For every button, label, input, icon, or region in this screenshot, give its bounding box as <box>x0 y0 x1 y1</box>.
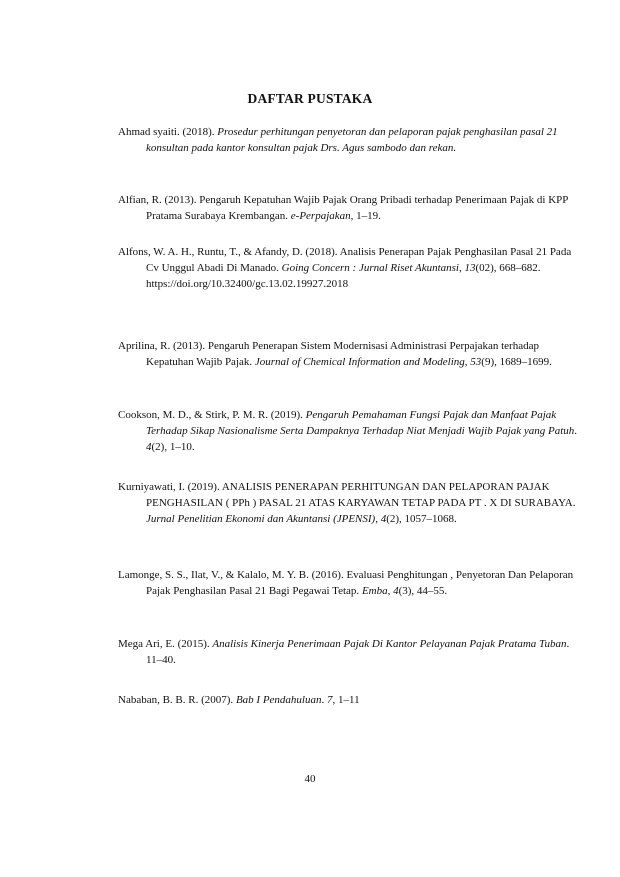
reference-entry: Ahmad syaiti. (2018). Prosedur perhitungan penyetoran dan pelaporan pajak penghasilan pasal 21 konsultan pada kantor konsultan pajak Drs. Agus sambodo dan rekan. <box>118 126 558 154</box>
reference-entry: Kurniyawati, I. (2019). ANALISIS PENERAPAN PERHITUNGAN DAN PELAPORAN PAJAK PENGHASILAN ( PPh ) PASAL 21 ATAS KARYAWAN TETAP PADA PT . X DI SURABAYA. Jurnal Penelitian Ekonomi dan Akuntansi (JPENSI), 4(2), 1057–1068. <box>118 481 576 525</box>
reference-entry: Cookson, M. D., & Stirk, P. M. R. (2019). Pengaruh Pemahaman Fungsi Pajak dan Manfaat Pajak Terhadap Sikap Nasionalisme Serta Dampaknya Terhadap Niat Menjadi Wajib Pajak yang Patuh. 4(2), 1–10. <box>118 409 578 453</box>
reference-entry: Nababan, B. B. R. (2007). Bab I Pendahuluan. 7, 1–11 <box>118 694 360 706</box>
reference-entry: Mega Ari, E. (2015). Analisis Kinerja Penerimaan Pajak Di Kantor Pelayanan Pajak Pratama Tuban. 11–40. <box>118 638 570 666</box>
page-title: DAFTAR PUSTAKA <box>247 91 373 106</box>
reference-entry: Aprilina, R. (2013). Pengaruh Penerapan Sistem Modernisasi Administrasi Perpajakan terhadap Kepatuhan Wajib Pajak. Journal of Chemical Information and Modeling, 53(9), 1689–1699. <box>118 340 552 368</box>
reference-entry: Alfian, R. (2013). Pengaruh Kepatuhan Wajib Pajak Orang Pribadi terhadap Penerimaan Pajak di KPP Pratama Surabaya Krembangan. e-Perpajakan, 1–19. <box>118 194 569 222</box>
page-number: 40 <box>304 773 316 785</box>
reference-entry: Lamonge, S. S., Ilat, V., & Kalalo, M. Y. B. (2016). Evaluasi Penghitungan , Penyetoran Dan Pelaporan Pajak Penghasilan Pasal 21 Bagi Pegawai Tetap. Emba, 4(3), 44–55. <box>118 569 574 597</box>
reference-entry: Alfons, W. A. H., Runtu, T., & Afandy, D. (2018). Analisis Penerapan Pajak Penghasilan Pasal 21 Pada Cv Unggul Abadi Di Manado. Going Concern : Jurnal Riset Akuntansi, 13(02), 668–682. https://doi.org/10.32400/gc.13.02.19927.2018 <box>118 246 572 290</box>
